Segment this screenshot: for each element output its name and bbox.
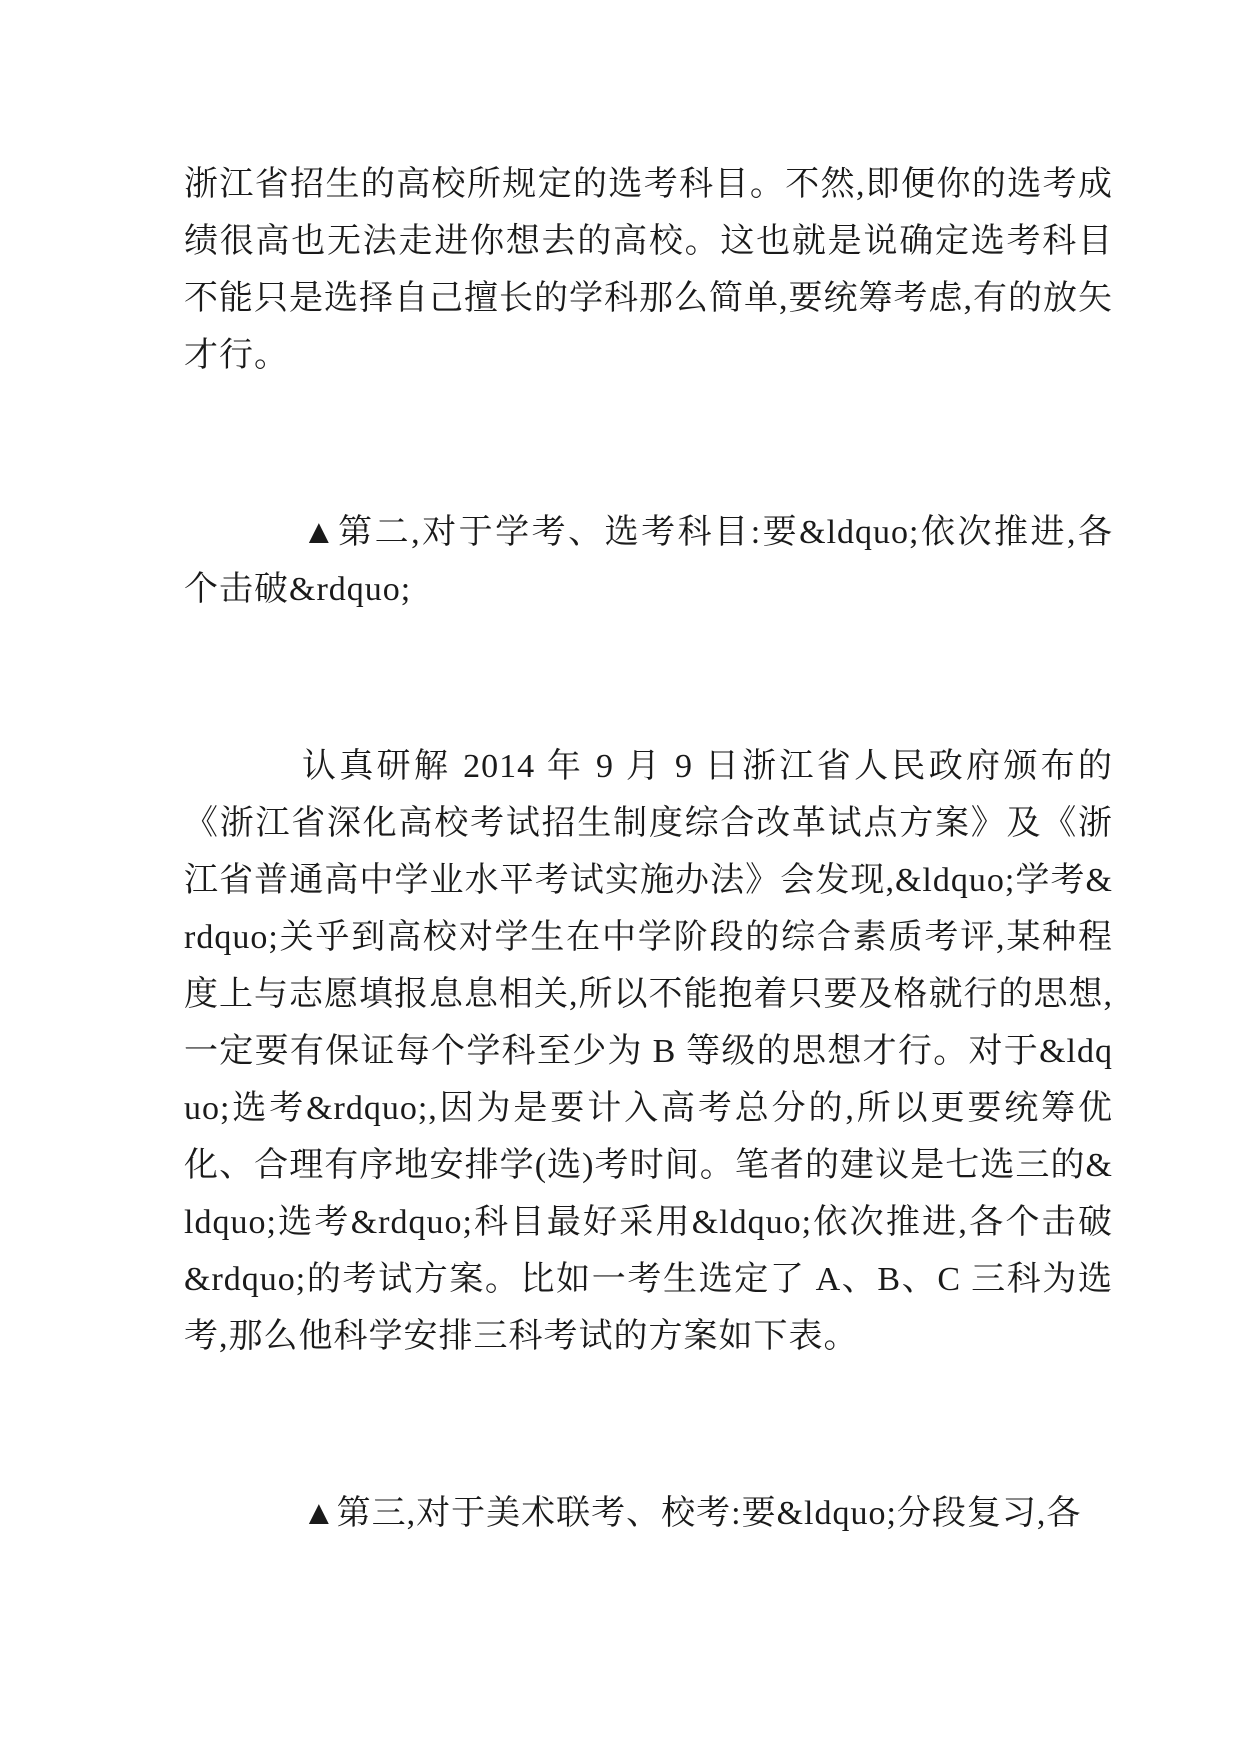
continued-paragraph: 浙江省招生的高校所规定的选考科目。不然,即便你的选考成绩很高也无法走进你想去的高校。这也就是说确定选考科目不能只是选择自己擅长的学科那么简单,要统筹考虑,有的放矢才行。 [184, 166, 1113, 374]
section-heading-third: ▲第三,对于美术联考、校考:要&ldquo;分段复习,各 [302, 1495, 1082, 1532]
body-paragraph: 认真研解 2014 年 9 月 9 日浙江省人民政府颁布的《浙江省深化高校考试招生制度综合改革试点方案》及《浙江省普通高中学业水平考试实施办法》会发现,&ldquo;学考&rdquo;关乎到高校对学生在中学阶段的综合素质考评,某种程度上与志愿填报息息相关,所以不能抱着只要及格就行的思想,一定要有保证每个学科至少为 B 等级的思想才行。对于&ldquo;选考&rdquo;,因为是要计入高考总分的,所以更要统筹优化、合理有序地安排学(选)考时间。笔者的建议是七选三的&ldquo;选考&rdquo;科目最好采用&ldquo;依次推进,各个击破&rdquo;的考试方案。比如一考生选定了 A、B、C 三科为选考,那么他科学安排三科考试的方案如下表。 [184, 748, 1113, 1355]
section-heading-second: ▲第二,对于学考、选考科目:要&ldquo;依次推进,各个击破&rdquo; [184, 514, 1113, 608]
